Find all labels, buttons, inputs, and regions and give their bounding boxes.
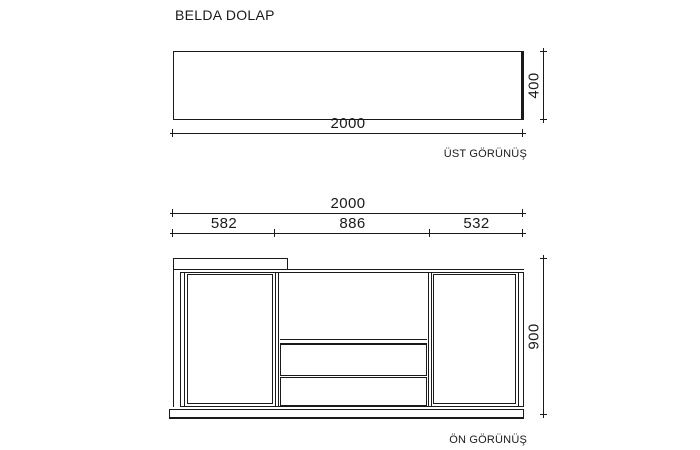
front-view-width-dimension: 2000 xyxy=(330,195,366,212)
dimension-tick xyxy=(540,51,547,52)
left-door xyxy=(187,274,273,404)
top-view-label: ÜST GÖRÜNÜŞ xyxy=(443,148,527,160)
dimension-tick xyxy=(540,414,547,415)
dimension-tick xyxy=(540,119,547,120)
top-view-width-dimension: 2000 xyxy=(330,115,366,132)
drawing-title: BELDA DOLAP xyxy=(175,7,275,23)
dimension-line xyxy=(170,233,526,234)
cabinet-bottom-panel xyxy=(180,406,524,407)
left-divider-panel xyxy=(275,272,279,406)
left-side-panel xyxy=(180,272,185,406)
dimension-line xyxy=(170,133,526,134)
dimension-line xyxy=(543,255,544,418)
cabinet-left-edge xyxy=(173,258,174,407)
countertop-overhang xyxy=(173,258,288,270)
drawer-bottom xyxy=(280,377,427,406)
front-view-section-dimension-middle: 886 xyxy=(339,215,366,232)
right-divider-panel xyxy=(428,272,432,406)
dimension-line xyxy=(170,213,526,214)
plinth-base xyxy=(169,409,524,419)
front-view-section-dimension-right: 532 xyxy=(463,215,490,232)
right-door xyxy=(433,274,516,404)
front-view-section-dimension-left: 582 xyxy=(210,215,238,232)
dimension-line xyxy=(543,48,544,123)
top-view-panel xyxy=(173,51,524,120)
top-view-depth-dimension: 400 xyxy=(525,72,543,99)
drawer-top xyxy=(280,344,427,376)
front-view-height-dimension: 900 xyxy=(525,323,543,350)
front-view-label: ÖN GÖRÜNÜŞ xyxy=(449,434,527,446)
right-side-panel xyxy=(518,272,524,406)
dimension-tick xyxy=(540,258,547,259)
